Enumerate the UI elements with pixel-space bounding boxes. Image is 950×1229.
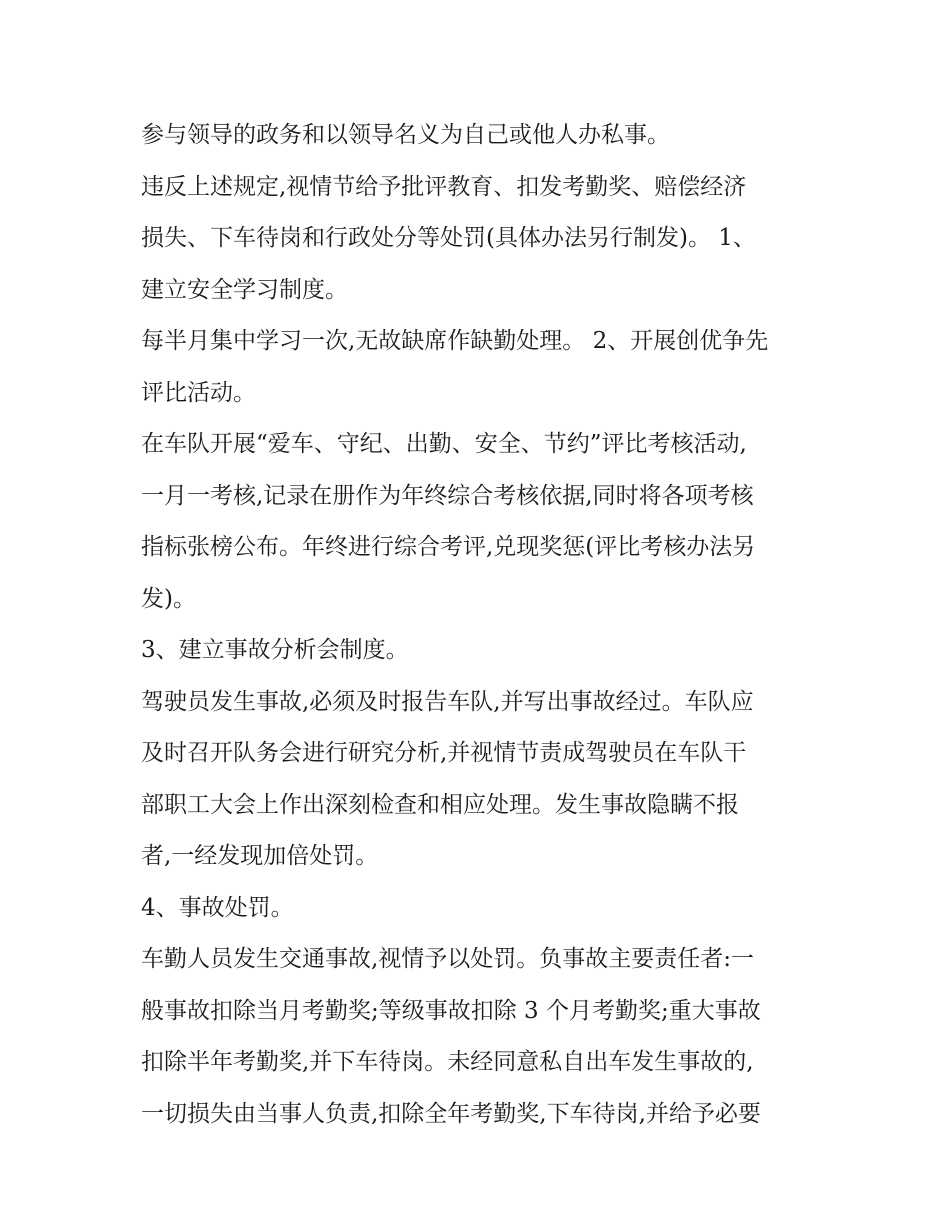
text-line: 在车队开展“爱车、守纪、出勤、安全、节约”评比考核活动, — [141, 431, 747, 457]
text-line: 损失、下车待岗和行政处分等处罚(具体办法另行制发)。 1、 — [141, 225, 756, 251]
text-line: 发)。 — [141, 585, 196, 612]
text-line: 每半月集中学习一次,无故缺席作缺勤处理。 2、开展创优争先 — [141, 328, 769, 354]
section-heading: 3、建立事故分析会制度。 — [141, 637, 409, 663]
text-line: 违反上述规定,视情节给予批评教育、扣发考勤奖、赔偿经济 — [141, 173, 747, 200]
text-line: 驾驶员发生事故,必须及时报告车队,并写出事故经过。车队应 — [141, 688, 754, 715]
text-line: 般事故扣除当月考勤奖;等级事故扣除 3 个月考勤奖;重大事故 — [141, 997, 761, 1024]
text-line: 部职工大会上作出深刻检查和相应处理。发生事故隐瞒不报 — [141, 791, 739, 818]
text-line: 者,一经发现加倍处罚。 — [141, 843, 379, 869]
document-body — [141, 110, 821, 1140]
text-line: 建立安全学习制度。 — [141, 276, 348, 303]
text-line: 参与领导的政务和以领导名义为自己或他人办私事。 — [141, 122, 670, 148]
text-line: 指标张榜公布。年终进行综合考评,兑现奖惩(评比考核办法另 — [141, 534, 756, 560]
text-line: 一月一考核,记录在册作为年终综合考核依据,同时将各项考核 — [141, 482, 754, 509]
section-heading: 4、事故处罚。 — [141, 894, 294, 921]
text-line: 车勤人员发生交通事故,视情予以处罚。负事故主要责任者:一 — [141, 946, 755, 972]
text-line: 扣除半年考勤奖,并下车待岗。未经同意私自出车发生事故的, — [141, 1049, 754, 1075]
text-line: 评比活动。 — [141, 379, 256, 406]
text-line: 一切损失由当事人负责,扣除全年考勤奖,下车待岗,并给予必要 — [141, 1100, 761, 1127]
text-line: 及时召开队务会进行研究分析,并视情节责成驾驶员在车队干 — [141, 740, 747, 766]
